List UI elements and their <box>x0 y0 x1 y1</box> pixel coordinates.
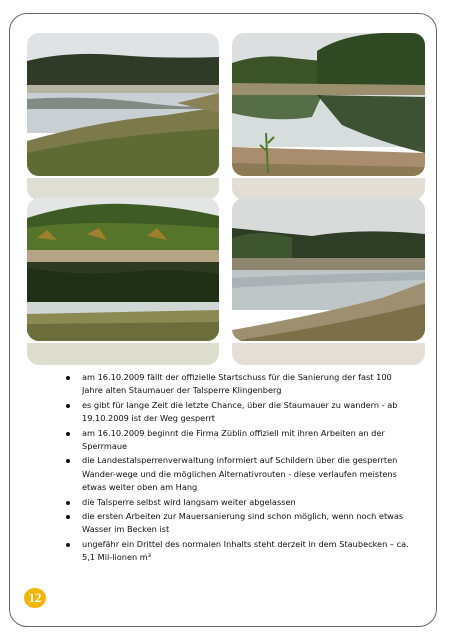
photo-reservoir-wooded-hill <box>27 198 219 341</box>
list-item: die Talsperre selbst wird langsam weiter abgelassen <box>66 496 411 509</box>
list-item: es gibt für lange Zeit die letzte Chance, über die Staumauer zu wandern - ab 19.10.2009 ist der Weg gesperrt <box>66 399 411 426</box>
list-item: am 16.10.2009 beginnt die Firma Züblin offiziell mit ihren Arbeiten an der Sperrmaue <box>66 427 411 454</box>
photo-reflection <box>27 178 219 200</box>
photo-reservoir-low-water <box>232 198 425 341</box>
list-item: ungefähr ein Drittel des normalen Inhalts steht derzeit in dem Staubecken – ca. 5,1 Mil-lionen m³ <box>66 538 411 565</box>
photo-reservoir-forest-reflection <box>232 33 425 176</box>
page-number: 12 <box>24 588 46 608</box>
bullet-list <box>66 371 411 566</box>
list-item: am 16.10.2009 fällt der offizielle Startschuss für die Sanierung der fast 100 Jahre alten Staumauer der Talsperre Klingenberg <box>66 371 411 398</box>
list-item: die Landestalsperrenverwaltung informiert auf Schildern über die gesperrten Wander-wege und die möglichen Alternativrouten - diese verlaufen meistens etwas weiter oben am Hang <box>66 454 411 494</box>
photo-reflection <box>232 178 425 200</box>
photo-reservoir-shoreline <box>27 33 219 176</box>
list-item: die ersten Arbeiten zur Mauersanierung sind schon möglich, wenn noch etwas Wasser im Becken ist <box>66 510 411 537</box>
photo-reflection <box>232 343 425 365</box>
photo-reflection <box>27 343 219 365</box>
